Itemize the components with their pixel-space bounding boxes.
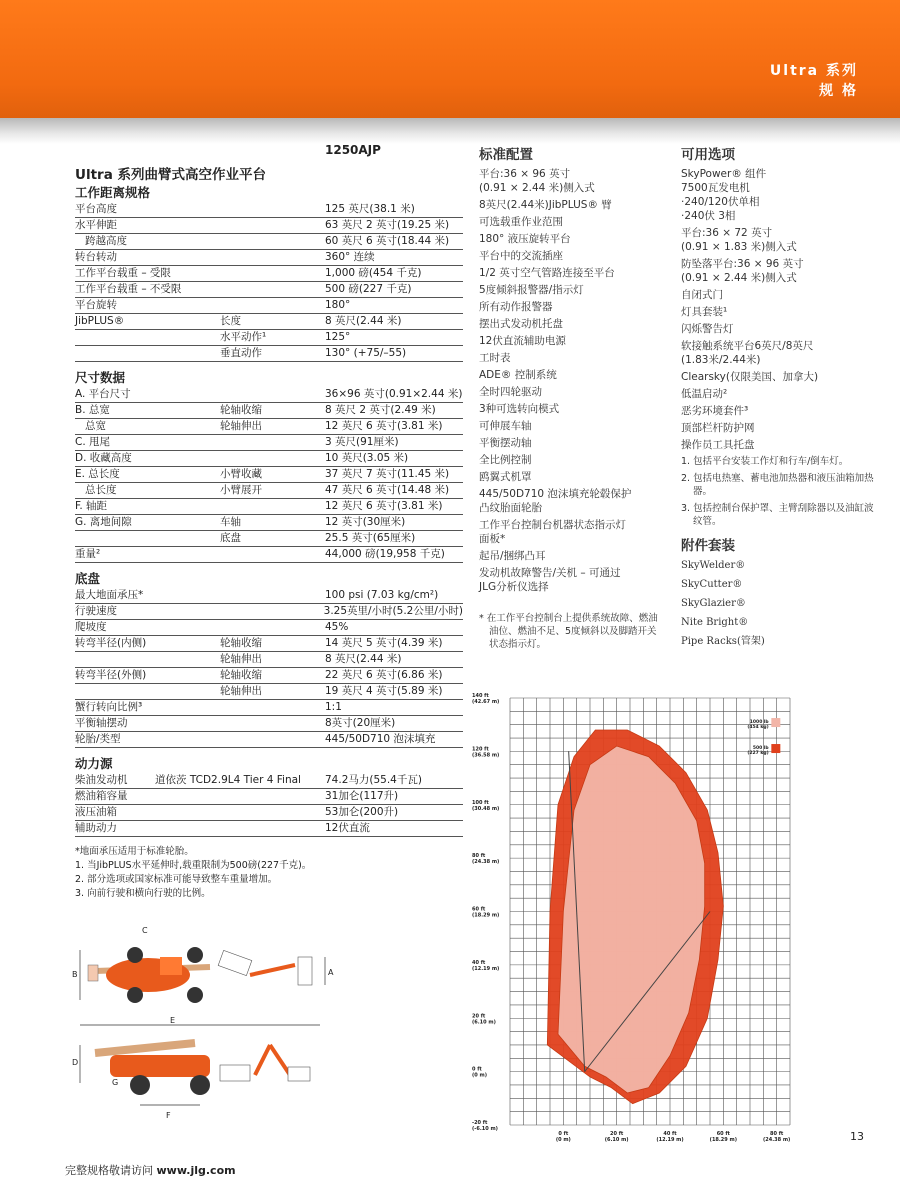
option-footnote: 2. 包括电热塞、蓄电池加热器和液压油箱加热器。 (681, 473, 874, 497)
spec-row (75, 330, 463, 346)
option-item: 操作员工具托盘 (681, 439, 755, 451)
standard-features-column (479, 143, 664, 651)
spec-label: 工作平台载重 – 受限 (75, 267, 171, 279)
spec-row (75, 314, 463, 330)
spec-row (75, 531, 463, 547)
spec-sublabel (220, 451, 325, 466)
y-tick-label: 140 ft (472, 693, 489, 699)
spec-value: 1:1 (325, 701, 342, 713)
spec-row (75, 684, 463, 700)
note-line: 2. 部分选项或国家标准可能导致整车重量增加。 (75, 874, 278, 885)
spec-label (75, 346, 220, 361)
spec-row (75, 636, 463, 652)
y-tick-label: (42.67 m) (472, 699, 500, 705)
spec-row (75, 732, 463, 748)
standard-features-footnote: * 在工作平台控制台上提供系统故障、燃油油位、燃油不足、5度倾斜以及脚踏开关状态指示灯。 (479, 613, 658, 650)
legend-label: (454 kg) (747, 725, 769, 731)
y-tick-label: (18.29 m) (472, 912, 500, 919)
spec-label: D. 收藏高度 (75, 452, 132, 464)
y-tick-label: 100 ft (472, 799, 489, 806)
spec-value: 8 英尺(2.44 米) (325, 315, 402, 327)
spec-label: C. 甩尾 (75, 436, 111, 448)
spec-sublabel: 轮轴收缩 (220, 669, 262, 681)
spec-value: 31加仑(117升) (325, 790, 399, 802)
section-heading: 尺寸数据 (75, 370, 126, 385)
spec-title: 规 格 (819, 83, 858, 99)
spec-row (75, 266, 463, 282)
spec-sublabel (220, 266, 325, 281)
standard-feature-item: 可选载重作业范围 (479, 216, 563, 228)
spec-value: 53加仑(200升) (325, 806, 399, 818)
y-tick-label: (24.38 m) (472, 859, 500, 866)
spec-label: 转弯半径(外侧) (75, 669, 147, 681)
spec-label (75, 652, 220, 667)
standard-feature-item: 平台:36 × 96 英寸 (0.91 × 2.44 米)侧入式 (479, 168, 595, 194)
standard-feature-item: 1/2 英寸空气管路连接至平台 (479, 267, 615, 279)
spec-sublabel: 轮轴伸出 (220, 653, 262, 665)
spec-row (75, 789, 463, 805)
work-envelope-chart (470, 690, 800, 1150)
spec-value: 25.5 英寸(65厘米) (325, 532, 416, 544)
spec-sublabel (220, 732, 325, 747)
spec-label: 总长度 (75, 484, 117, 496)
spec-sublabel (220, 805, 325, 820)
spec-sublabel: 长度 (220, 315, 241, 327)
spec-label: 工作平台载重 – 不受限 (75, 283, 182, 295)
spec-value: 360° 连续 (325, 251, 375, 263)
kit-item: Pipe Racks(管架) (681, 636, 765, 647)
standard-feature-item: ADE® 控制系统 (479, 369, 557, 381)
spec-sublabel (220, 298, 325, 313)
option-item: 低温启动² (681, 388, 728, 400)
spec-sublabel: 小臂收藏 (220, 468, 262, 480)
dim-label-e: E (170, 1016, 176, 1025)
y-tick-label: 40 ft (472, 959, 486, 966)
spec-sublabel (220, 700, 325, 715)
spec-row (75, 588, 463, 604)
x-tick-label: (12.19 m) (656, 1137, 684, 1143)
spec-row (75, 483, 463, 499)
standard-feature-item: 3种可选转向模式 (479, 403, 560, 415)
spec-row (75, 419, 463, 435)
spec-sublabel: 水平动作¹ (220, 331, 267, 343)
spec-row (75, 515, 463, 531)
legend-swatch (771, 718, 780, 727)
spec-row (75, 499, 463, 515)
legend-label: 1000 lb (749, 720, 769, 726)
spec-value: 12 英寸(30厘米) (325, 516, 406, 528)
spec-sublabel (220, 387, 325, 402)
spec-row (75, 282, 463, 298)
spec-label: A. 平台尺寸 (75, 388, 131, 400)
y-tick-label: (36.58 m) (472, 752, 500, 759)
spec-row (75, 773, 463, 789)
spec-value: 445/50D710 泡沫填充 (325, 733, 436, 745)
standard-feature-item: 5度倾斜报警器/指示灯 (479, 284, 584, 296)
x-tick-label: 20 ft (610, 1131, 624, 1137)
spec-value: 22 英尺 6 英寸(6.86 米) (325, 669, 443, 681)
option-item: 平台:36 × 72 英寸 (0.91 × 1.83 米)侧入式 (681, 227, 797, 253)
spec-label: 辅助动力 (75, 822, 117, 834)
standard-feature-item: 发动机故障警告/关机 – 可通过 JLG分析仪选择 (479, 567, 621, 593)
spec-sublabel (220, 250, 325, 265)
standard-feature-item: 全时四轮驱动 (479, 386, 542, 398)
spec-label: 蟹行转向比例³ (75, 701, 143, 713)
spec-sublabel (220, 789, 325, 804)
spec-row (75, 805, 463, 821)
standard-feature-item: 平衡摆动轴 (479, 437, 532, 449)
spec-value: 63 英尺 2 英寸(19.25 米) (325, 219, 450, 231)
spec-table-column (75, 143, 463, 901)
spec-row (75, 467, 463, 483)
spec-label: 液压油箱 (75, 806, 117, 818)
spec-value: 12 英尺 6 英寸(3.81 米) (325, 420, 443, 432)
spec-row (75, 604, 463, 620)
footer-url[interactable]: www.jlg.com (156, 1164, 236, 1177)
spec-row (75, 435, 463, 451)
spec-value: 1,000 磅(454 千克) (325, 267, 422, 279)
spec-sublabel (220, 218, 325, 233)
spec-row (75, 700, 463, 716)
spec-row (75, 346, 463, 362)
option-footnote: 3. 包括控制台保护罩、主臂刮除器以及油缸波纹管。 (681, 503, 874, 527)
page-number: 13 (850, 1130, 864, 1143)
spec-row (75, 668, 463, 684)
standard-feature-item: 所有动作报警器 (479, 301, 553, 313)
spec-row (75, 234, 463, 250)
spec-label (75, 684, 220, 699)
spec-value: 45% (325, 621, 349, 633)
spec-sublabel (220, 716, 325, 731)
dim-label-a: A (328, 968, 334, 977)
footer-text: 完整规格敬请访问 (65, 1164, 157, 1177)
kit-item: Nite Bright® (681, 617, 749, 628)
spec-sublabel: 轮轴收缩 (220, 637, 262, 649)
dim-label-c: C (142, 926, 148, 935)
spec-row (75, 451, 463, 467)
kit-item: SkyGlazier® (681, 598, 746, 609)
spec-value: 12 英尺 6 英寸(3.81 米) (325, 500, 443, 512)
option-item: SkyPower® 组件 7500瓦发电机 ·240/120伏单相 ·240伏 3相 (681, 168, 767, 222)
standard-feature-item: 工时表 (479, 352, 511, 364)
spec-label (75, 531, 220, 546)
y-tick-label: (6.10 m) (472, 1019, 496, 1026)
series-title: Ultra 系列 (769, 63, 858, 79)
option-footnote: 1. 包括平台安装工作灯和行车/倒车灯。 (681, 456, 849, 467)
legend-label: 500 lb (752, 746, 769, 752)
section-heading: 工作距离规格 (75, 185, 151, 200)
standard-feature-item: 445/50D710 泡沫填充轮毂保护 凸纹胎面轮胎 (479, 488, 632, 514)
standard-feature-item: 鸥翼式机罩 (479, 471, 532, 483)
spec-row (75, 403, 463, 419)
x-tick-label: 60 ft (716, 1131, 730, 1137)
spec-label: 重量² (75, 548, 101, 560)
spec-label: 行驶速度 (75, 605, 117, 617)
spec-sublabel (220, 547, 325, 562)
spec-sublabel (219, 604, 323, 619)
spec-sublabel (220, 282, 325, 297)
spec-row (75, 620, 463, 636)
note-line: 1. 当JibPLUS水平延伸时,载重限制为500磅(227千克)。 (75, 860, 312, 871)
machine-dimension-diagram (70, 925, 410, 1125)
spec-sublabel: 车轴 (220, 516, 241, 528)
dim-label-g: G (112, 1078, 119, 1087)
spec-sublabel: 道依茨 TCD2.9L4 Tier 4 Final (155, 774, 301, 786)
spec-label: 平衡轴摆动 (75, 717, 128, 729)
spec-row (75, 387, 463, 403)
options-column (681, 143, 881, 653)
spec-label: E. 总长度 (75, 468, 120, 480)
spec-sublabel: 轮轴伸出 (220, 420, 262, 432)
standard-feature-item: 起吊/捆绑凸耳 (479, 550, 546, 562)
spec-row (75, 202, 463, 218)
spec-sublabel (220, 499, 325, 514)
spec-label (75, 330, 220, 345)
y-tick-label: 60 ft (472, 906, 486, 913)
spec-value: 3.25英里/小时(5.2公里/小时) (323, 605, 463, 617)
y-tick-label: (-6.10 m) (472, 1126, 498, 1132)
model-name: 1250AJP (325, 143, 381, 157)
option-item: Clearsky(仅限美国、加拿大) (681, 371, 819, 383)
standard-feature-item: 全比例控制 (479, 454, 532, 466)
spec-value: 47 英尺 6 英寸(14.48 米) (325, 484, 450, 496)
spec-value: 125 英尺(38.1 米) (325, 203, 415, 215)
y-tick-label: -20 ft (472, 1120, 488, 1126)
x-tick-label: (6.10 m) (604, 1137, 629, 1143)
machine-side-view-top (80, 947, 325, 1003)
spec-row (75, 218, 463, 234)
x-tick-label: (24.38 m) (762, 1137, 791, 1143)
spec-value: 19 英尺 4 英寸(5.89 米) (325, 685, 443, 697)
section-heading: 动力源 (75, 756, 113, 771)
spec-row (75, 298, 463, 314)
spec-row (75, 250, 463, 266)
spec-sublabel (220, 821, 325, 836)
x-tick-label: (18.29 m) (709, 1137, 738, 1143)
option-item: 软接触系统平台6英尺/8英尺 (1.83米/2.44米) (681, 340, 814, 366)
option-item: 防坠落平台:36 × 96 英寸 (0.91 × 2.44 米)侧入式 (681, 258, 804, 284)
spec-value: 8 英尺 2 英寸(2.49 米) (325, 404, 436, 416)
spec-sublabel (220, 620, 325, 635)
y-tick-label: 80 ft (472, 853, 486, 860)
spec-sublabel (220, 202, 325, 217)
option-item: 自闭式门 (681, 289, 723, 301)
spec-value: 37 英尺 7 英寸(11.45 米) (325, 468, 450, 480)
spec-value: 500 磅(227 千克) (325, 283, 412, 295)
spec-label: 平台旋转 (75, 299, 117, 311)
standard-feature-item: 工作平台控制台机器状态指示灯 面板* (479, 519, 626, 545)
spec-label: 轮胎/类型 (75, 733, 121, 745)
spec-label: G. 离地间隙 (75, 516, 132, 528)
x-tick-label: (0 m) (555, 1137, 571, 1143)
spec-label: 总宽 (75, 420, 107, 432)
standard-feature-item: 平台中的交流插座 (479, 250, 563, 262)
spec-value: 3 英尺(91厘米) (325, 436, 399, 448)
product-title: Ultra 系列曲臂式高空作业平台 (75, 167, 267, 183)
spec-sublabel: 轮轴收缩 (220, 404, 262, 416)
spec-value: 14 英尺 5 英寸(4.39 米) (325, 637, 443, 649)
spec-value: 10 英尺(3.05 米) (325, 452, 409, 464)
y-tick-label: (30.48 m) (472, 805, 500, 812)
standard-features-heading: 标准配置 (479, 147, 533, 163)
spec-label: 转弯半径(内侧) (75, 637, 147, 649)
note-line: 3. 向前行驶和横向行驶的比例。 (75, 888, 211, 899)
spec-value: 74.2马力(55.4千瓦) (325, 774, 422, 786)
x-tick-label: 0 ft (558, 1131, 569, 1137)
standard-feature-item: 摆出式发动机托盘 (479, 318, 563, 330)
standard-feature-item: 12伏直流辅助电源 (479, 335, 566, 347)
spec-sublabel: 底盘 (220, 532, 241, 544)
standard-feature-item: 8英尺(2.44米)JibPLUS® 臂 (479, 199, 612, 211)
spec-sublabel: 轮轴伸出 (220, 685, 262, 697)
header-shadow (0, 118, 900, 144)
spec-value: 12伏直流 (325, 822, 370, 834)
spec-label: 燃油箱容量 (75, 790, 128, 802)
option-item: 恶劣环境套件³ (681, 405, 749, 417)
footer (65, 1162, 236, 1178)
spec-label: 柴油发动机 (75, 774, 128, 786)
kit-item: SkyCutter® (681, 579, 743, 590)
spec-sublabel (220, 234, 325, 249)
legend-swatch (771, 744, 780, 753)
option-item: 闪烁警告灯 (681, 323, 734, 335)
spec-label: JibPLUS® (75, 315, 125, 327)
y-tick-label: 0 ft (472, 1066, 482, 1073)
y-tick-label: (12.19 m) (472, 965, 500, 972)
section-heading: 底盘 (75, 571, 101, 586)
spec-label: 转台转动 (75, 251, 117, 263)
spec-value: 44,000 磅(19,958 千克) (325, 548, 445, 560)
y-tick-label: 20 ft (472, 1013, 486, 1020)
note-line: *地面承压适用于标准轮胎。 (75, 846, 194, 857)
option-item: 灯具套装¹ (681, 306, 728, 318)
x-tick-label: 80 ft (770, 1131, 784, 1137)
spec-value: 100 psi (7.03 kg/cm²) (325, 589, 439, 601)
spec-value: 8 英尺(2.44 米) (325, 653, 402, 665)
machine-side-view-bottom (80, 1025, 320, 1105)
kits-heading: 附件套装 (681, 538, 735, 554)
spec-label: 平台高度 (75, 203, 117, 215)
y-tick-label: 120 ft (472, 746, 489, 753)
option-item: 顶部栏杆防护网 (681, 422, 755, 434)
spec-sublabel (220, 588, 325, 603)
spec-value: 60 英尺 6 英寸(18.44 米) (325, 235, 450, 247)
spec-sublabel: 小臂展开 (220, 484, 262, 496)
spec-sublabel: 垂直动作 (220, 347, 262, 359)
spec-row (75, 547, 463, 563)
kit-item: SkyWelder® (681, 560, 746, 571)
standard-feature-item: 180° 液压旋转平台 (479, 233, 571, 245)
spec-value: 130° (+75/–55) (325, 347, 407, 359)
options-heading: 可用选项 (681, 147, 735, 163)
dim-label-f: F (166, 1111, 171, 1120)
spec-row (75, 821, 463, 837)
spec-value: 180° (325, 299, 351, 311)
spec-value: 125° (325, 331, 351, 343)
spec-row (75, 716, 463, 732)
header-banner (0, 0, 900, 120)
spec-row (75, 652, 463, 668)
spec-label: 跨越高度 (75, 235, 128, 247)
dim-label-b: B (72, 970, 78, 979)
y-tick-label: (0 m) (472, 1072, 487, 1079)
x-tick-label: 40 ft (663, 1131, 677, 1137)
spec-value: 8英寸(20厘米) (325, 717, 396, 729)
spec-label: 最大地面承压* (75, 589, 144, 601)
spec-label: B. 总宽 (75, 404, 110, 416)
legend-label: (227 kg) (747, 751, 769, 757)
spec-value: 36×96 英寸(0.91×2.44 米) (325, 388, 463, 400)
spec-notes (75, 845, 463, 901)
spec-label: 水平伸距 (75, 219, 117, 231)
spec-sublabel (220, 435, 325, 450)
standard-feature-item: 可伸展车轴 (479, 420, 532, 432)
spec-label: F. 轴距 (75, 500, 108, 512)
spec-label: 爬坡度 (75, 621, 107, 633)
dim-label-d: D (72, 1058, 79, 1067)
